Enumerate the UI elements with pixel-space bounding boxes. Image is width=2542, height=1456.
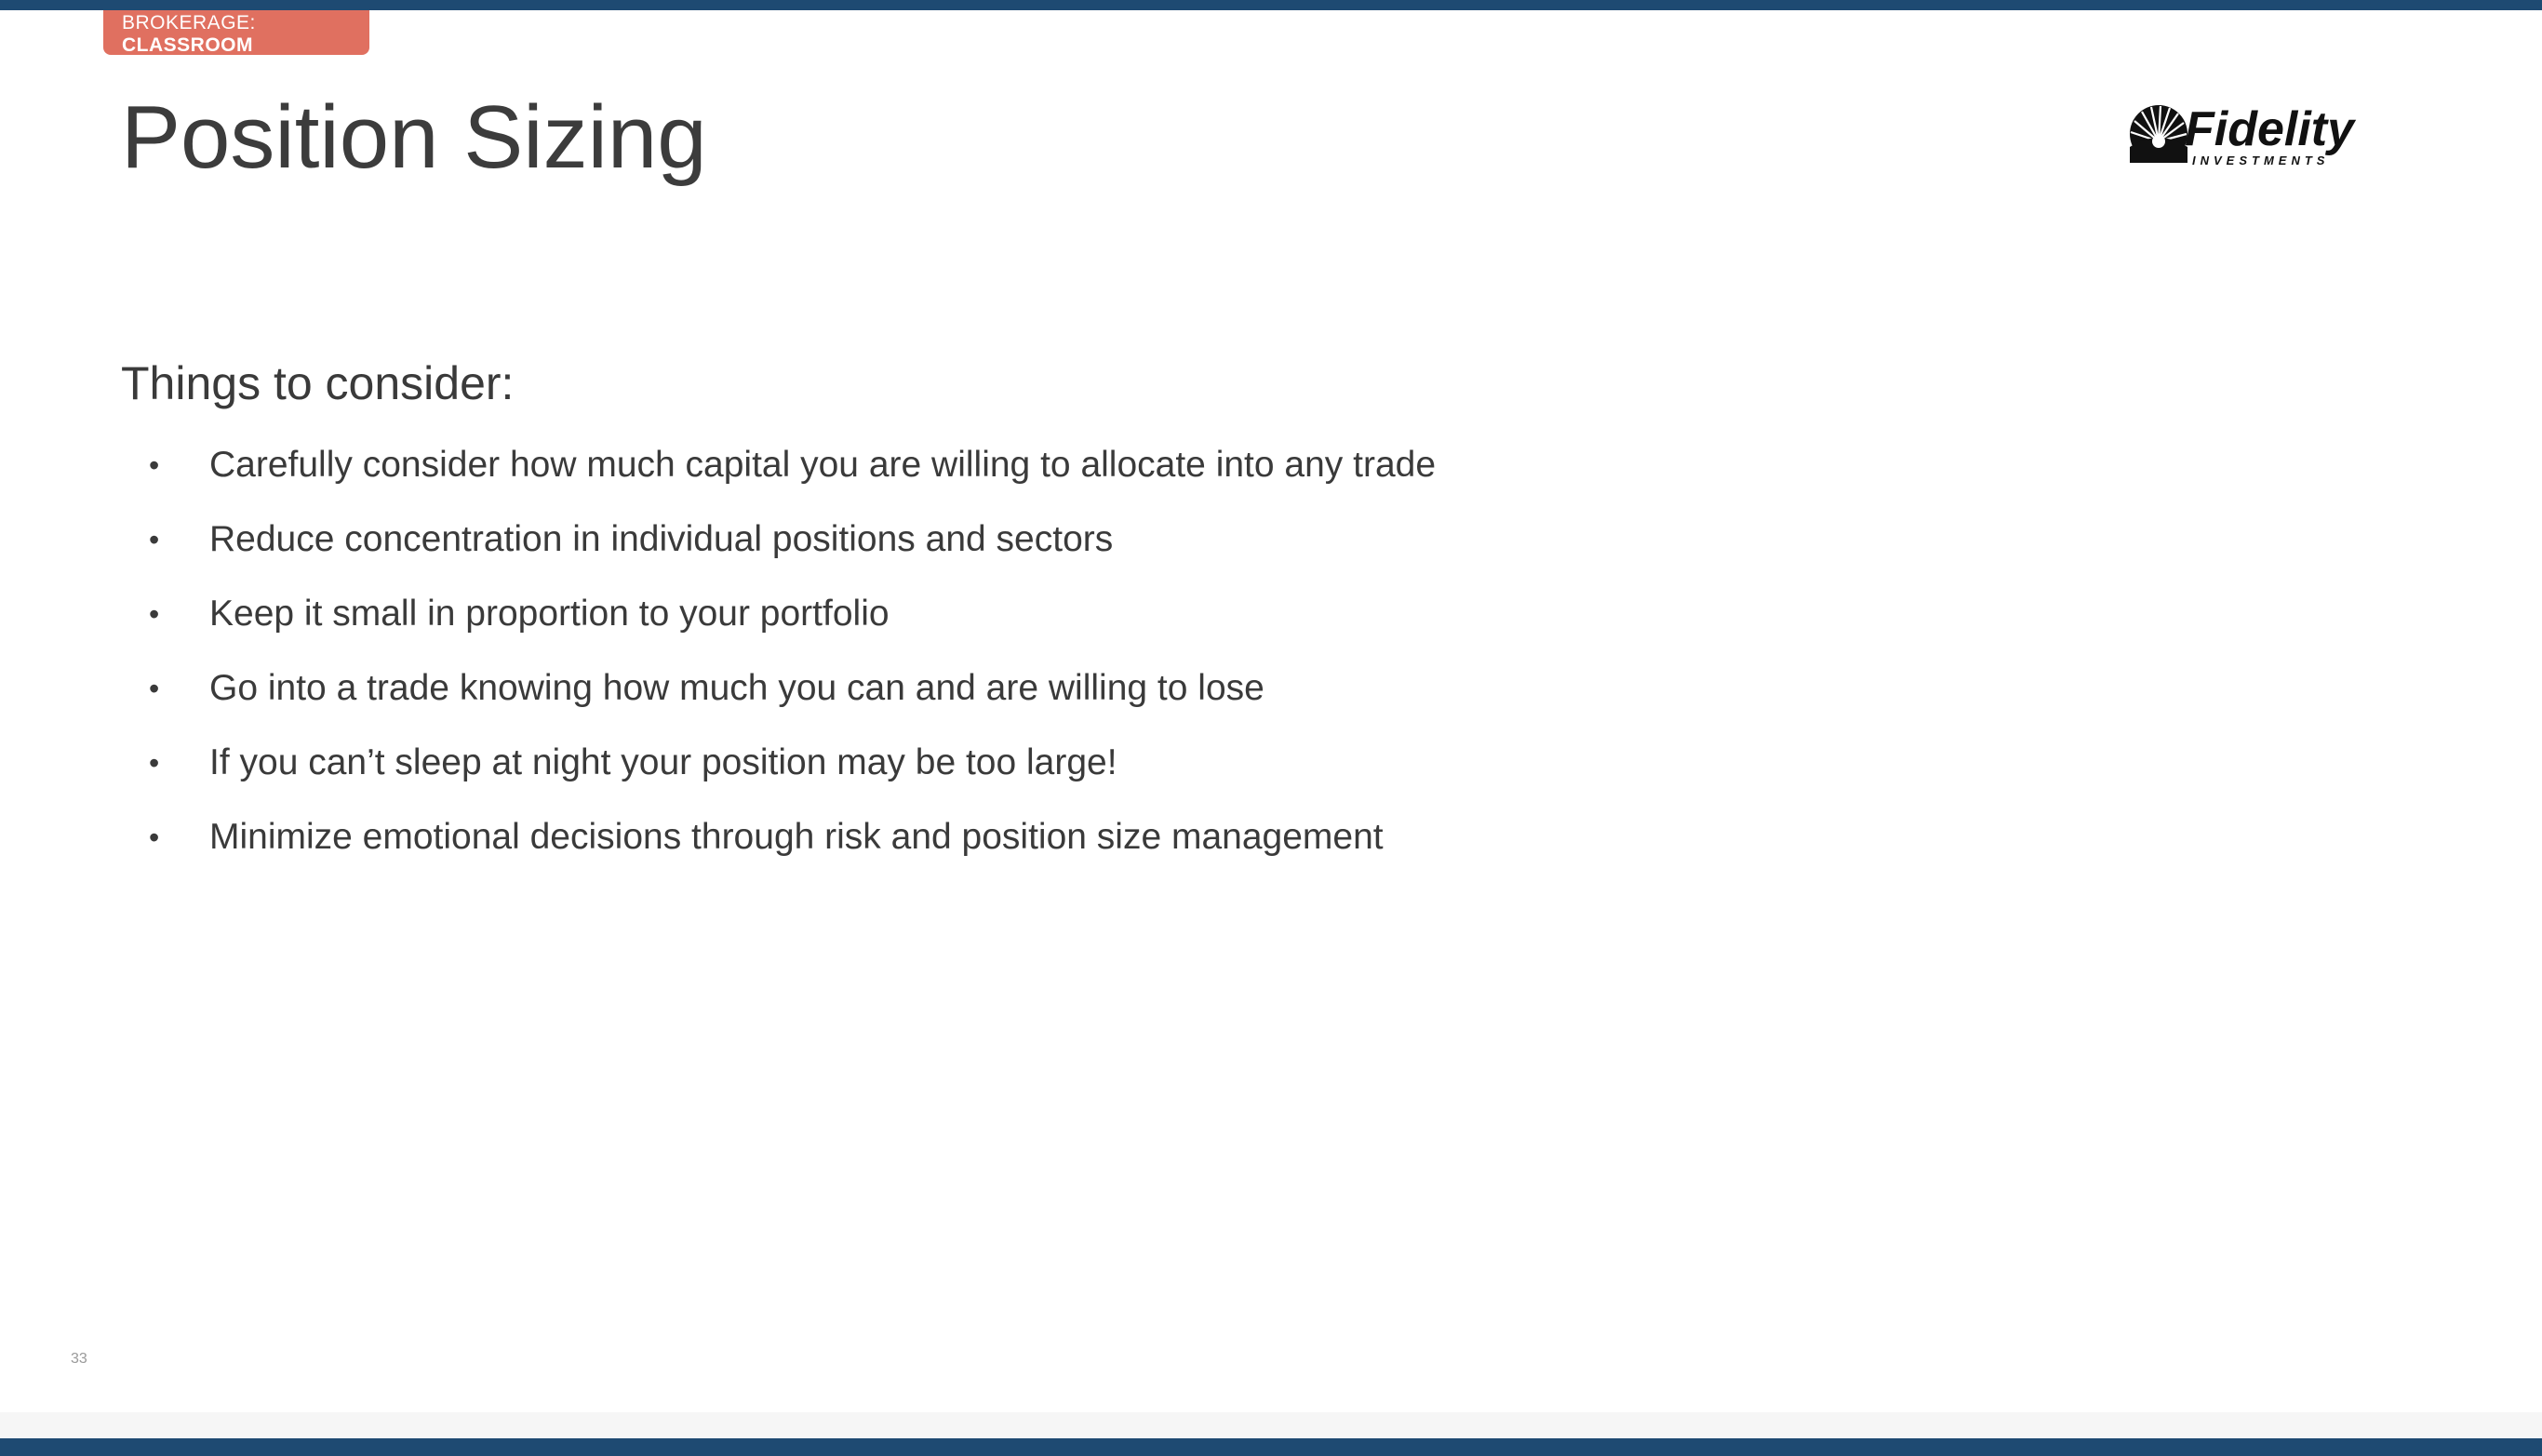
fidelity-logo [2125,100,2414,171]
bullet-icon: • [149,448,160,482]
section-heading: Things to consider: [121,357,515,409]
fidelity-logo-graphic [2125,100,2414,171]
bottom-accent-bar [0,1438,2542,1456]
bullet-text: Carefully consider how much capital you are willing to allocate into any trade [209,445,1437,485]
bullet-text: Go into a trade knowing how much you can and are willing to lose [209,668,1264,708]
bullet-text: Minimize emotional decisions through risk and position size management [209,817,1384,857]
bullet-text: Reduce concentration in individual positions and sectors [209,519,1114,559]
tag-line-2: CLASSROOM [122,34,253,56]
tag-line-1: BROKERAGE: [122,12,256,33]
slide-title: Position Sizing [121,87,707,187]
bullet-text: Keep it small in proportion to your portfolio [209,594,890,634]
footer-band [0,1412,2542,1438]
logo-wordmark: Fidelity [2185,102,2355,156]
logo-subtext: INVESTMENTS [2192,154,2330,167]
brokerage-classroom-tag [103,10,369,55]
bullet-icon: • [149,746,160,780]
top-accent-bar [0,0,2542,10]
bullet-text: If you can’t sleep at night your position may be too large! [209,742,1117,782]
bullet-icon: • [149,821,160,854]
bullet-icon: • [149,672,160,705]
bullet-icon: • [149,523,160,556]
page-number: 33 [71,1351,87,1367]
bullet-icon: • [149,597,160,631]
